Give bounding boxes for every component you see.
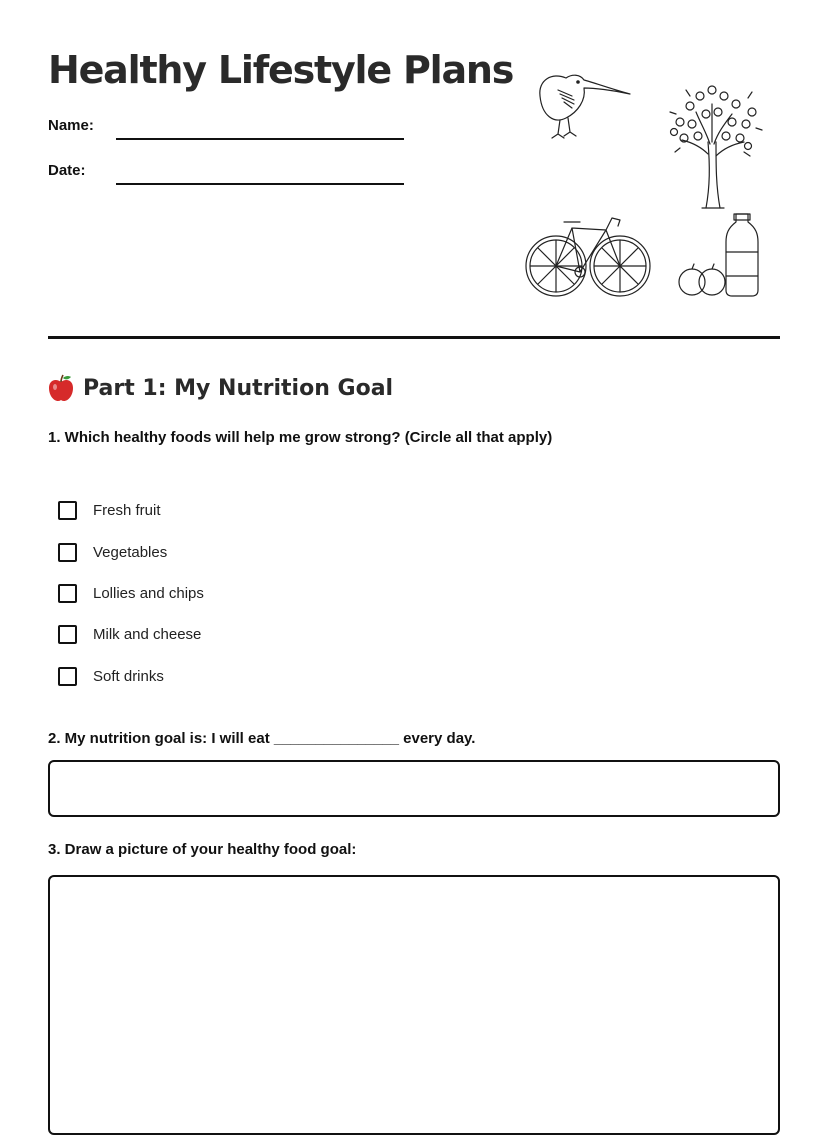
question-3: 3. Draw a picture of your healthy food goal: (48, 841, 357, 858)
date-label: Date: (48, 162, 86, 179)
red-apple-icon (48, 374, 74, 402)
option-label: Soft drinks (93, 667, 164, 685)
part-1-title: Part 1: My Nutrition Goal (83, 375, 394, 401)
checkbox[interactable] (58, 667, 77, 686)
part-1-heading (48, 374, 393, 402)
option-label: Milk and cheese (93, 626, 202, 644)
checkbox[interactable] (58, 501, 77, 520)
date-field[interactable] (116, 183, 404, 185)
question-2: 2. My nutrition goal is: I will eat _______________ every day. (48, 730, 476, 747)
option-soft-drinks[interactable] (58, 656, 204, 697)
tree-icon (670, 86, 762, 208)
option-lollies-and-chips[interactable] (58, 573, 204, 614)
name-label: Name: (48, 117, 94, 134)
checkbox[interactable] (58, 584, 77, 603)
nutrition-goal-answer-box[interactable] (48, 760, 780, 817)
name-field[interactable] (116, 138, 404, 140)
option-label: Fresh fruit (93, 502, 161, 520)
section-divider (48, 336, 780, 339)
food-options-list (58, 490, 204, 697)
checkbox[interactable] (58, 543, 77, 562)
option-label: Vegetables (93, 543, 168, 561)
option-fresh-fruit[interactable] (58, 490, 204, 531)
checkbox[interactable] (58, 625, 77, 644)
option-vegetables[interactable] (58, 531, 204, 572)
apples-and-water-bottle-icon (679, 214, 758, 296)
bicycle-icon (526, 218, 650, 296)
drawing-area[interactable] (48, 875, 780, 1135)
illustrations (520, 66, 770, 302)
option-milk-and-cheese[interactable] (58, 614, 204, 655)
page-title: Healthy Lifestyle Plans (48, 48, 514, 92)
kiwi-bird-icon (540, 75, 630, 138)
question-1: 1. Which healthy foods will help me grow strong? (Circle all that apply) (48, 429, 553, 446)
option-label: Lollies and chips (93, 584, 204, 602)
